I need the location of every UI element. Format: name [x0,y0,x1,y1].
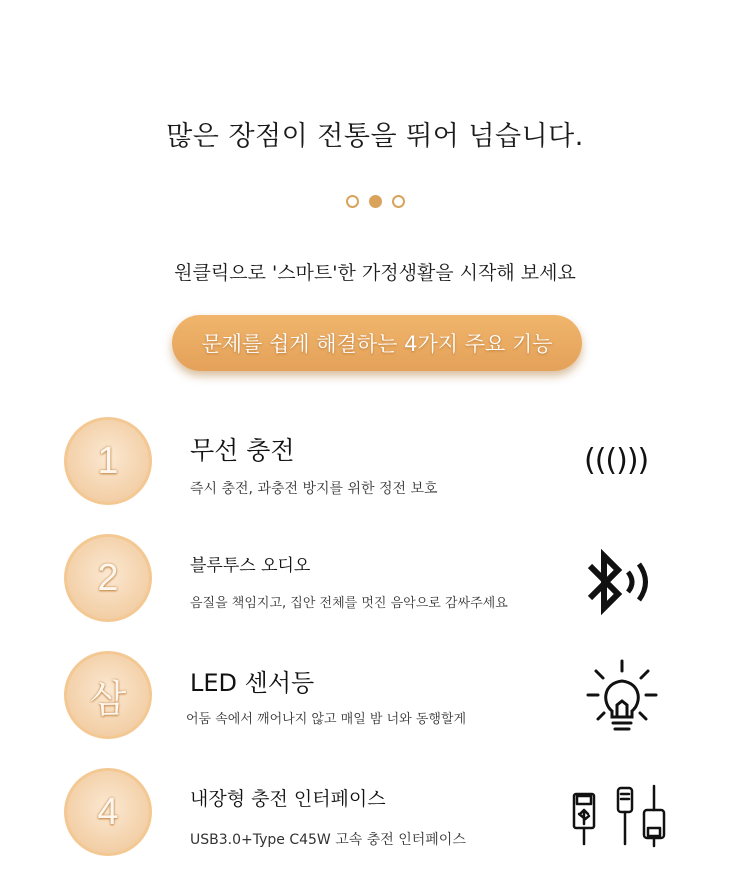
feature-number-badge [64,768,152,856]
page-subheadline: 원클릭으로 '스마트'한 가정생활을 시작해 보세요 [174,262,576,284]
feature-description: 즉시 충전, 과충전 방지를 위한 정전 보호 [190,481,438,497]
badge-number: 삼 [89,678,127,721]
feature-description: USB3.0+Type C45W 고속 충전 인터페이스 [190,832,466,848]
feature-title: 내장형 충전 인터페이스 [190,788,386,810]
features-banner [172,315,582,371]
wireless-signal-icon: ((())) [584,443,649,478]
feature-title: LED 센서등 [190,669,315,697]
feature-title: 블루투스 오디오 [190,556,311,576]
feature-item-wireless-charging [0,417,750,527]
usb-ports-icon [570,784,670,850]
feature-description: 어둠 속에서 깨어나지 않고 매일 밤 너와 동행할게 [186,712,467,727]
feature-number-badge [64,651,152,739]
feature-number-badge [64,417,152,505]
carousel-dot-active[interactable] [369,195,382,208]
carousel-dots [0,195,750,208]
feature-item-bluetooth-audio [0,534,750,644]
carousel-dot[interactable] [346,195,359,208]
feature-item-led-sensor-light [0,651,750,761]
bluetooth-icon [584,548,660,618]
page-headline: 많은 장점이 전통을 뛰어 넘습니다. [166,121,584,152]
lightbulb-icon [586,659,658,739]
badge-number: 1 [97,439,119,482]
features-banner-label: 문제를 쉽게 해결하는 4가지 주요 기능 [201,332,553,356]
feature-item-built-in-charging-port [0,768,750,878]
badge-number: 4 [97,790,119,833]
feature-title: 무선 충전 [190,436,295,465]
carousel-dot[interactable] [392,195,405,208]
feature-description: 음질을 책임지고, 집안 전체를 멋진 음악으로 감싸주세요 [190,596,508,611]
badge-number: 2 [97,556,119,599]
feature-number-badge [64,534,152,622]
